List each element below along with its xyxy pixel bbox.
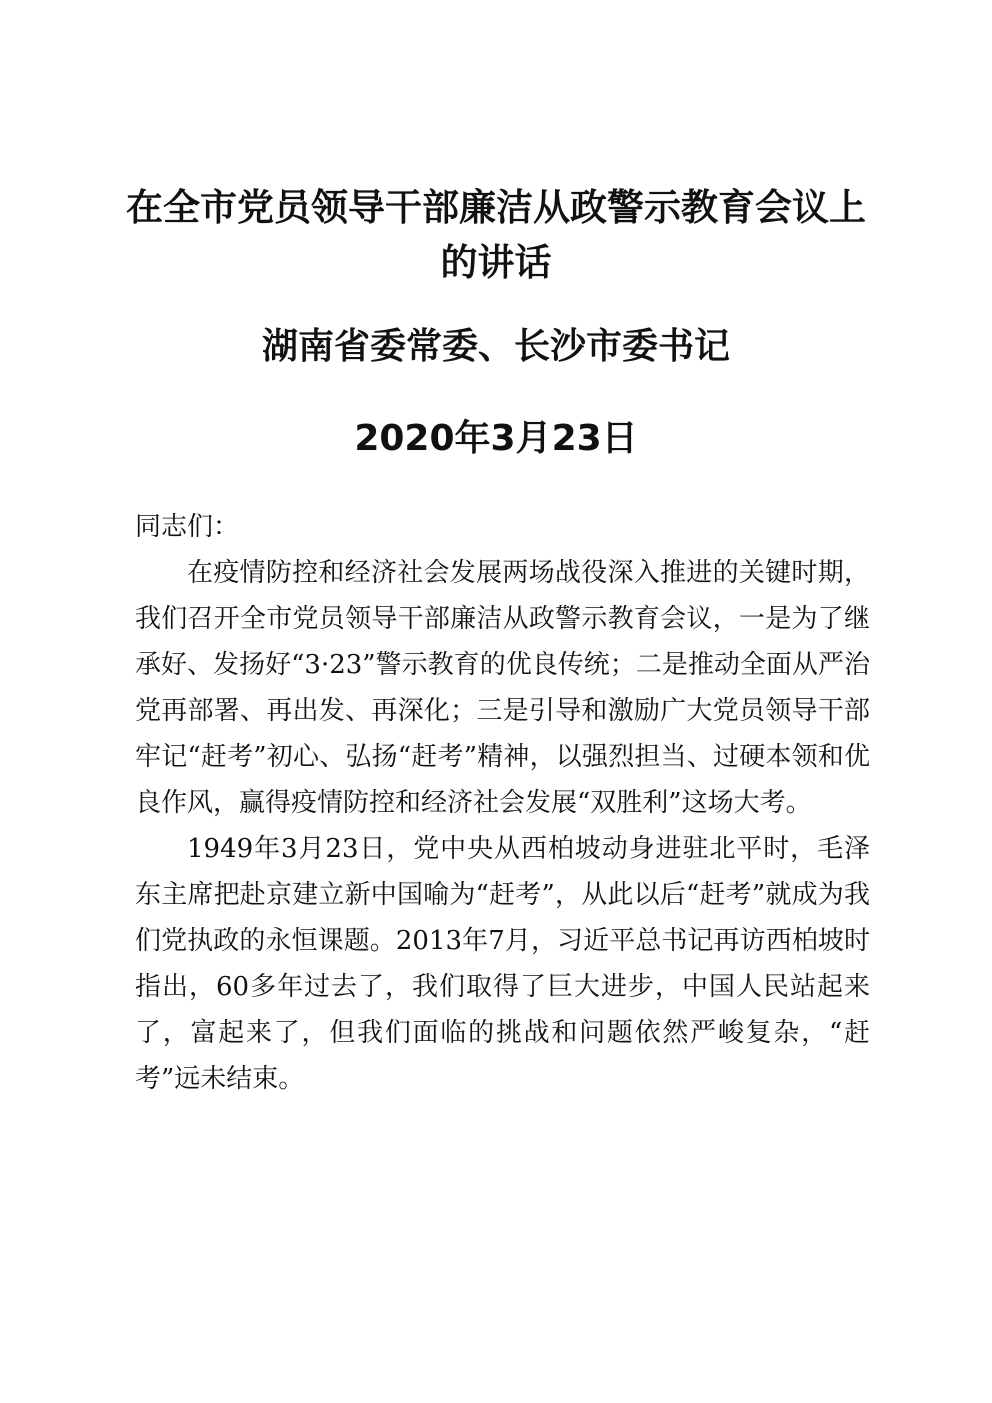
paragraph: 1949年3月23日，党中央从西柏坡动身进驻北平时，毛泽东主席把赴京建立新中国喻为“赶考”，从此以后“赶考”就成为我们党执政的永恒课题。2013年7月，习近平总书记再访西柏坡时指出，60多年过去了，我们取得了巨大进步，中国人民站起来了，富起来了，但我们面临的挑战和问题依然严峻复杂，“赶考”远未结束。 [135,834,870,1094]
document-body [135,504,870,1102]
salutation: 同志们： [135,512,240,542]
document-title: 在全市党员领导干部廉洁从政警示教育会议上的讲话 [126,186,866,284]
document-date: 2020年3月23日 [354,418,638,459]
paragraph: 在疫情防控和经济社会发展两场战役深入推进的关键时期，我们召开全市党员领导干部廉洁从政警示教育会议，一是为了继承好、发扬好“3·23”警示教育的优良传统；二是推动全面从严治党再部署、再出发、再深化；三是引导和激励广大党员领导干部牢记“赶考”初心、弘扬“赶考”精神，以强烈担当、过硬本领和优良作风，赢得疫情防控和经济社会发展“双胜利”这场大考。 [135,558,870,818]
document-author: 湖南省委常委、长沙市委书记 [261,326,730,367]
